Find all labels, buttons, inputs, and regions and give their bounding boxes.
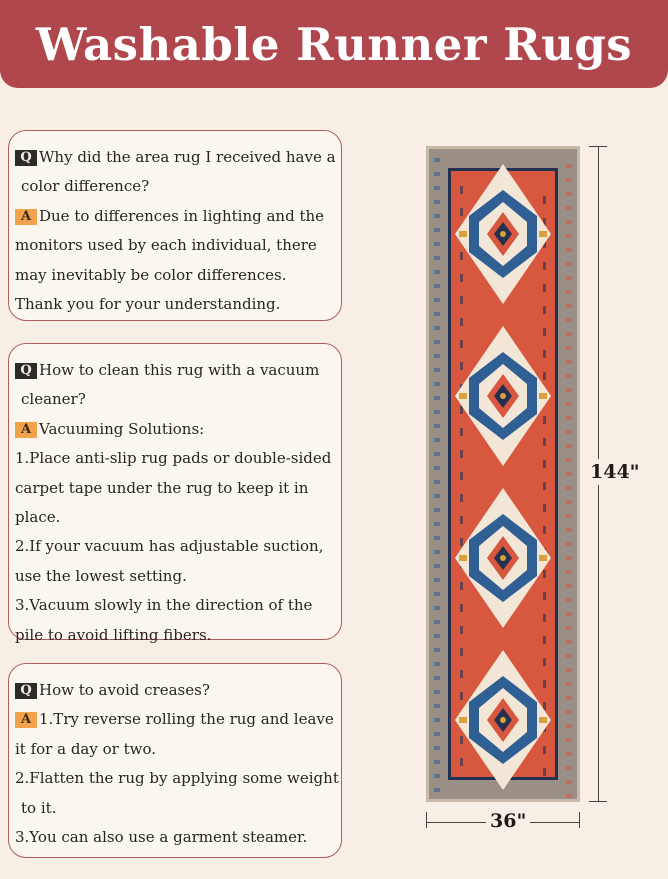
rug-pattern-shape [566, 584, 572, 588]
rug-pattern-shape [460, 758, 463, 766]
rug-pattern-shape [566, 290, 572, 294]
rug-pattern-shape [566, 794, 572, 798]
rug-pattern-shape [543, 680, 546, 688]
rug-pattern-shape [460, 604, 463, 612]
rug-pattern-shape [434, 424, 440, 428]
rug-pattern-shape [434, 368, 440, 372]
rug-pattern-shape [434, 284, 440, 288]
rug-pattern-shape [566, 318, 572, 322]
page-title: Washable Runner Rugs [35, 17, 633, 71]
rug-pattern-shape [566, 332, 572, 336]
question-tag: Q [15, 683, 37, 699]
faq-line-text: monitors used by each individual, there [15, 236, 317, 255]
rug-pattern-shape [566, 500, 572, 504]
rug-pattern-shape [434, 186, 440, 190]
rug-pattern-shape [460, 450, 463, 458]
rug-pattern-shape [543, 746, 546, 754]
question-tag: Q [15, 363, 37, 379]
rug-pattern-shape [566, 262, 572, 266]
rug-pattern-shape [460, 472, 463, 480]
answer-tag: A [15, 209, 37, 225]
rug-pattern-shape [566, 738, 572, 742]
rug-pattern-shape [566, 640, 572, 644]
rug-pattern-shape [434, 312, 440, 316]
rug-pattern-shape [500, 231, 506, 237]
rug-pattern-shape [566, 598, 572, 602]
rug-pattern-shape [566, 528, 572, 532]
rug-pattern-shape [543, 636, 546, 644]
faq-card-vacuum-cleaning [8, 343, 342, 644]
rug-pattern-shape [434, 732, 440, 736]
rug-pattern-shape [543, 460, 546, 468]
rug-pattern-shape [459, 393, 467, 399]
faq-line-text: Vacuuming Solutions: [39, 419, 205, 438]
rug-pattern-shape [566, 402, 572, 406]
rug-pattern-shape [566, 346, 572, 350]
faq-line-text: How to clean this rug with a vacuum [39, 361, 320, 379]
rug-pattern-shape [566, 164, 572, 168]
rug-pattern-shape [434, 256, 440, 260]
faq-line-text: carpet tape under the rug to keep it in [15, 478, 309, 497]
faq-line [15, 356, 337, 385]
rug-pattern-shape [434, 620, 440, 624]
rug-pattern-shape [566, 724, 572, 728]
rug-pattern-shape [434, 228, 440, 232]
rug-pattern-shape [566, 556, 572, 560]
rug-pattern-shape [434, 760, 440, 764]
faq-line-text: Why did the area rug I received have a [39, 148, 336, 166]
length-dimension-tick-top [589, 146, 607, 147]
faq-line [15, 444, 337, 473]
faq-line [15, 474, 337, 503]
rug-pattern-shape [566, 570, 572, 574]
rug-pattern-shape [460, 516, 463, 524]
rug-pattern-shape [566, 388, 572, 392]
faq-line-text: 2.If your vacuum has adjustable suction, [15, 537, 324, 556]
rug-pattern-shape [566, 766, 572, 770]
rug-pattern-shape [543, 416, 546, 424]
rug-pattern-shape [543, 438, 546, 446]
rug-pattern-shape [460, 296, 463, 304]
rug-pattern-shape [434, 480, 440, 484]
rug-pattern-shape [539, 393, 547, 399]
faq-line [15, 143, 337, 172]
faq-line-text: use the lowest setting. [15, 566, 187, 585]
rug-pattern-shape [539, 555, 547, 561]
rug-pattern-shape [434, 718, 440, 722]
rug-pattern-shape [434, 242, 440, 246]
rug-pattern-shape [434, 536, 440, 540]
rug-pattern-shape [434, 746, 440, 750]
faq-line [15, 705, 337, 734]
rug-pattern-shape [543, 196, 546, 204]
length-dimension-tick-bottom [589, 801, 607, 802]
faq-line [15, 621, 337, 650]
answer-tag: A [15, 422, 37, 438]
rug-pattern-shape [566, 374, 572, 378]
faq-line [15, 261, 337, 290]
rug-pattern-shape [434, 452, 440, 456]
faq-line [15, 503, 337, 532]
faq-line-text: Thank you for your understanding. [15, 295, 281, 314]
rug-pattern-shape [434, 662, 440, 666]
rug-pattern-shape [500, 555, 506, 561]
rug-pattern-shape [543, 592, 546, 600]
rug-pattern-shape [434, 564, 440, 568]
faq-line [15, 385, 337, 414]
rug-pattern-shape [434, 214, 440, 218]
rug-pattern-shape [434, 592, 440, 596]
faq-line-text: may inevitably be color differences. [15, 265, 287, 284]
rug-pattern-shape [460, 692, 463, 700]
rug-pattern-shape [434, 648, 440, 652]
rug-pattern-shape [434, 354, 440, 358]
rug-pattern-shape [566, 220, 572, 224]
rug-pattern-shape [460, 252, 463, 260]
faq-line-text: 2.Flatten the rug by applying some weight [15, 769, 339, 788]
rug-width-label: 36" [486, 810, 530, 832]
rug-pattern-shape [543, 768, 546, 776]
faq-line-text: to it. [21, 798, 57, 817]
rug-pattern-shape [566, 696, 572, 700]
question-tag: Q [15, 150, 37, 166]
rug-pattern-shape [434, 704, 440, 708]
rug-pattern-shape [566, 710, 572, 714]
faq-line [15, 202, 337, 231]
rug-pattern-shape [434, 326, 440, 330]
rug-pattern-shape [543, 658, 546, 666]
rug-pattern-shape [459, 231, 467, 237]
rug-pattern-shape [543, 306, 546, 314]
rug-pattern-shape [566, 248, 572, 252]
faq-line-text: pile to avoid lifting fibers. [15, 625, 212, 644]
rug-pattern-shape [566, 416, 572, 420]
rug-pattern-shape [434, 158, 440, 162]
rug-pattern-shape [434, 690, 440, 694]
rug-pattern-shape [460, 362, 463, 370]
rug-pattern-shape [566, 472, 572, 476]
rug-pattern-shape [566, 626, 572, 630]
rug-pattern-shape [460, 406, 463, 414]
rug-pattern-shape [566, 304, 572, 308]
rug-pattern-shape [434, 606, 440, 610]
faq-line-text: 3.Vacuum slowly in the direction of the [15, 596, 313, 615]
rug-pattern-shape [434, 466, 440, 470]
rug-pattern-shape [566, 514, 572, 518]
faq-line [15, 290, 337, 319]
rug-pattern-shape [500, 393, 506, 399]
rug-pattern-shape [566, 430, 572, 434]
rug-pattern-shape [434, 676, 440, 680]
rug-pattern-shape [566, 486, 572, 490]
rug-pattern-shape [460, 670, 463, 678]
rug-pattern-shape [434, 438, 440, 442]
faq-card-avoid-creases [8, 663, 342, 858]
rug-pattern-shape [460, 340, 463, 348]
rug-pattern-shape [566, 276, 572, 280]
rug-pattern-shape [543, 570, 546, 578]
rug-pattern-shape [434, 788, 440, 792]
faq-line [15, 172, 337, 201]
faq-line-text: Due to differences in lighting and the [39, 206, 325, 225]
rug-pattern-shape [566, 612, 572, 616]
faq-line [15, 415, 337, 444]
runner-rug-image [426, 146, 580, 802]
rug-pattern-shape [566, 206, 572, 210]
rug-pattern-shape [500, 717, 506, 723]
width-dimension-tick-right [579, 812, 580, 828]
rug-pattern-shape [543, 262, 546, 270]
rug-pattern-shape [460, 274, 463, 282]
rug-pattern-shape [566, 444, 572, 448]
faq-line [15, 764, 337, 793]
rug-pattern-shape [566, 780, 572, 784]
rug-pattern-shape [539, 231, 547, 237]
rug-pattern-shape [543, 702, 546, 710]
rug-pattern-shape [459, 717, 467, 723]
rug-pattern-shape [460, 494, 463, 502]
rug-pattern-shape [434, 550, 440, 554]
rug-pattern-shape [460, 428, 463, 436]
rug-pattern-shape [543, 504, 546, 512]
rug-pattern-shape [459, 555, 467, 561]
rug-pattern-shape [566, 752, 572, 756]
rug-pattern-shape [566, 360, 572, 364]
rug-pattern-shape [566, 178, 572, 182]
rug-pattern-shape [543, 614, 546, 622]
faq-line [15, 735, 337, 764]
rug-pattern-shape [434, 340, 440, 344]
rug-pattern-shape [566, 458, 572, 462]
rug-pattern-shape [434, 200, 440, 204]
rug-pattern-shape [566, 234, 572, 238]
faq-line-text: color difference? [21, 177, 150, 196]
rug-pattern-shape [543, 284, 546, 292]
faq-line [15, 591, 337, 620]
faq-line-text: it for a day or two. [15, 739, 156, 758]
rug-pattern-shape [543, 526, 546, 534]
rug-pattern-shape [566, 542, 572, 546]
rug-pattern-shape [434, 410, 440, 414]
faq-card-color-difference [8, 130, 342, 321]
rug-pattern-shape [460, 626, 463, 634]
rug-pattern-shape [543, 328, 546, 336]
rug-pattern-shape [543, 372, 546, 380]
rug-pattern-shape [460, 186, 463, 194]
rug-pattern-shape [434, 172, 440, 176]
faq-line-text: place. [15, 508, 61, 527]
rug-pattern-shape [434, 270, 440, 274]
rug-pattern-shape [434, 298, 440, 302]
faq-line-text: 3.You can also use a garment steamer. [15, 828, 308, 847]
rug-pattern-shape [460, 538, 463, 546]
rug-pattern-shape [539, 717, 547, 723]
rug-pattern-shape [460, 318, 463, 326]
rug-pattern-shape [566, 192, 572, 196]
faq-line-text: How to avoid creases? [39, 681, 210, 699]
rug-pattern-shape [434, 578, 440, 582]
rug-illustration [426, 146, 580, 802]
rug-pattern-shape [566, 682, 572, 686]
rug-pattern-shape [460, 582, 463, 590]
faq-line-text: 1.Try reverse rolling the rug and leave [39, 710, 334, 729]
rug-pattern-shape [434, 522, 440, 526]
faq-line [15, 562, 337, 591]
rug-pattern-shape [566, 654, 572, 658]
rug-length-label: 144" [590, 461, 640, 483]
rug-pattern-shape [543, 482, 546, 490]
rug-pattern-shape [434, 508, 440, 512]
rug-pattern-shape [460, 736, 463, 744]
faq-line [15, 231, 337, 260]
rug-pattern-shape [460, 208, 463, 216]
rug-pattern-shape [434, 396, 440, 400]
rug-pattern-shape [566, 668, 572, 672]
faq-line [15, 823, 337, 852]
rug-pattern-shape [460, 648, 463, 656]
faq-line-text: 1.Place anti-slip rug pads or double-sided [15, 449, 332, 468]
faq-line [15, 676, 337, 705]
rug-pattern-shape [434, 634, 440, 638]
rug-pattern-shape [543, 350, 546, 358]
rug-pattern-shape [434, 382, 440, 386]
title-banner [0, 0, 668, 88]
faq-line-text: cleaner? [21, 390, 86, 409]
faq-line [15, 532, 337, 561]
rug-pattern-shape [434, 774, 440, 778]
faq-line [15, 794, 337, 823]
rug-pattern-shape [434, 494, 440, 498]
answer-tag: A [15, 712, 37, 728]
width-dimension-tick-left [426, 812, 427, 828]
